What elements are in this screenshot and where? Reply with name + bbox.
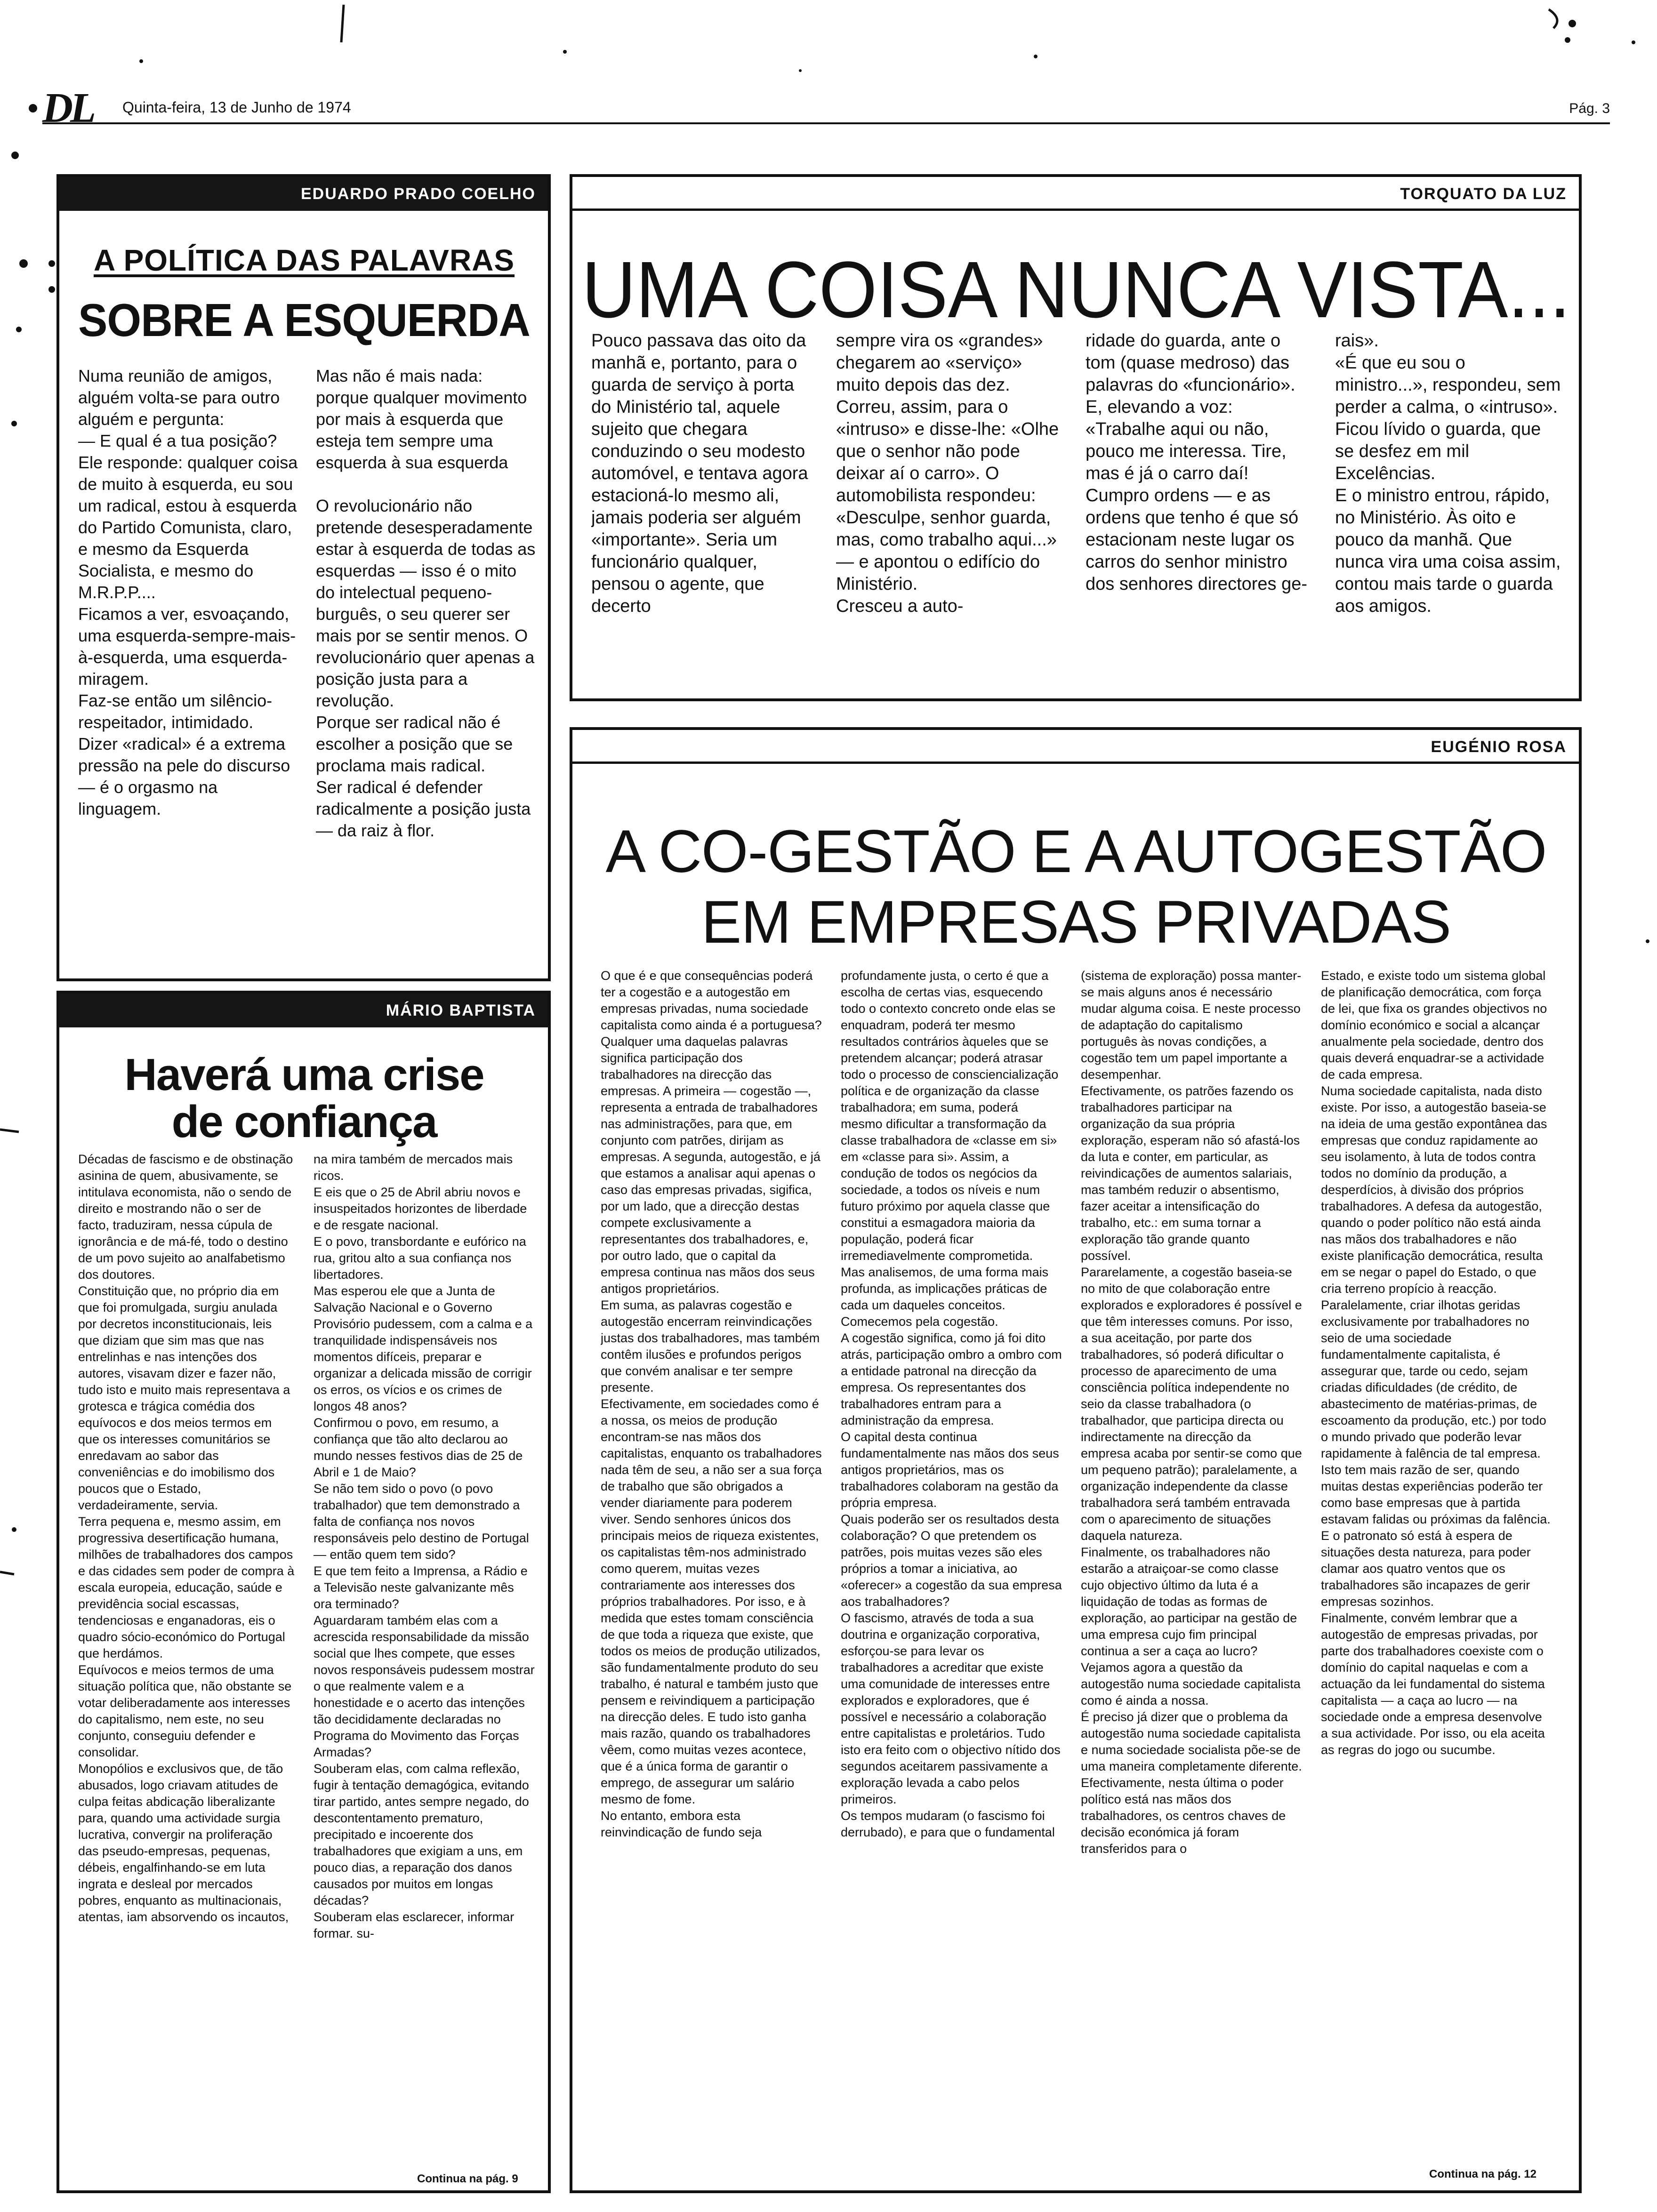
article-havera-uma-crise-de-confianca <box>56 991 551 2193</box>
article-column-1: Pouco passava das oito da manhã e, portanto, para o guarda de serviço à porta do Ministério tal, aquele sujeito que chegara conduzindo o seu modesto automóvel, e tentava agora estacioná-lo mesmo ali, jamais poderia ser alguém «importante». Seria um funcionário qualquer, pensou o agente, que decerto <box>591 331 808 616</box>
article-column-1: Décadas de fascismo e de obstinação asinina de quem, abusivamente, se intitulava economista, não o sendo de direito e mostrando não o ser de facto, traduziram, nessa cúpula de ignorância e de má-fé, todo o destino de um povo sujeito ao analfabetismo dos doutores. Constituição que, no próprio dia em que foi promulgada, surgiu anulada por decretos inconstitucionais, leis que diziam que sim mas que nas entrelinhas e nas intenções dos autores, visavam dizer e fazer não, tudo isto e muito mais representava a grotesca e trágica comédia dos equívocos e dos meios termos em que os interesses comunitários se enredavam ao sabor das conveniências e do imobilismo dos poucos que o Estado, verdadeiramente, servia. Terra pequena e, mesmo assim, em progressiva desertificação humana, milhões de trabalhadores dos campos e das cidades sem poder de compra à escala europeia, educação, saúde e previdência social escassas, tendenciosas e enganadoras, eis o quadro sócio-económico do Portugal que herdámos. Equívocos e meios termos de uma situação política que, não obstante se votar deliberadamente aos interesses do capitalismo, nem este, no seu conjunto, conseguiu defender e consolidar. Monopólios e exclusivos que, de tão abusados, logo criavam atitudes de culpa feitas abdicação liberalizante para, quando uma actividade surgia lucrativa, convergir na proliferação das pseudo-empresas, pequenas, débeis, engalfinhando-se em luta ingrata e desleal por mercados pobres, enquanto as multinacionais, atentas, iam absorvendo os incautos, <box>78 1152 295 1924</box>
article-title-line-1: A CO-GESTÃO E A AUTOGESTÃO <box>605 818 1547 885</box>
author-byline: EUGÉNIO ROSA <box>572 730 1579 764</box>
author-byline: TORQUATO DA LUZ <box>572 177 1579 211</box>
masthead <box>42 85 1610 131</box>
article-column-3: ridade do guarda, ante o tom (quase medroso) das palavras do «funcionário». E, elevando a voz: «Trabalhe aqui ou não, pouco me interessa. Tire, mas é já o carro daí! Cumpro ordens — e as ordens que tenho é que só estacionam neste lugar os carros do senhor ministro dos senhores directores ge- <box>1086 331 1308 594</box>
article-title-line-2: EM EMPRESAS PRIVADAS <box>701 889 1451 956</box>
article-title: UMA COISA NUNCA VISTA... <box>582 245 1570 335</box>
page-number: Pág. 3 <box>1569 101 1610 116</box>
article-column-3: (sistema de exploração) possa manter-se mais alguns anos é necessário mudar alguma coisa. E neste processo de adaptação do capitalismo português às novas condições, a cogestão tem um papel importante a desempenhar. Efectivamente, os patrões fazendo os trabalhadores participar na organização da sua própria exploração, esperam não só afastá-los da luta e conter, em particular, as reivindicações de aumentos salariais, mas também reduzir o absentismo, fazer aceitar a intensificação do trabalho, etc.: em suma tornar a exploração tão grande quanto possível. Pararelamente, a cogestão baseia-se no mito de que colaboração entre explorados e exploradores é possível e que têm interesses comuns. Por isso, a sua aceitação, por parte dos trabalhadores, só poderá dificultar o processo de aparecimento de uma consciência política independente no seio da classe trabalhadora (o trabalhador, que participa directa ou indirectamente na direcção da empresa acaba por sentir-se como que um pequeno patrão); paralelamente, a organização independente da classe trabalhadora será também entravada com o aparecimento de situações daquela natureza. Finalmente, os trabalhadores não estarão a atraiçoar-se como classe cujo objectivo último da luta é a liquidação de todas as formas de exploração, ao participar na gestão de uma empresa cujo fim principal continua a ser a caça ao lucro? Vejamos agora a questão da autogestão numa sociedade capitalista como é ainda a nossa. É preciso já dizer que o problema da autogestão numa sociedade capitalista e numa sociedade socialista põe-se de uma maneira completamente diferente. Efectivamente, nesta última o poder político está nas mãos dos trabalhadores, os centros chaves de decisão económica já foram transferidos para o <box>1081 969 1302 1856</box>
author-byline: MÁRIO BAPTISTA <box>59 994 548 1027</box>
article-column-1: Numa reunião de amigos, alguém volta-se para outro alguém e pergunta: — E qual é a tua posição? Ele responde: qualquer coisa de muito à esquerda, eu sou um radical, estou à esquerda do Partido Comunista, claro, e mesmo da Esquerda Socialista, e mesmo do M.R.P.P.... Ficamos a ver, esvoaçando, uma esquerda-sempre-mais-à-esquerda, uma esquerda-miragem. Faz-se então um silêncio-respeitador, intimidado. Dizer «radical» é a extrema pressão na pele do discurso — é o orgasmo na linguagem. <box>78 366 298 818</box>
article-column-1: O que é e que consequências poderá ter a cogestão e a autogestão em empresas privadas, numa sociedade capitalista como ainda é a portuguesa? Qualquer uma daquelas palavras significa participação dos trabalhadores na direcção das empresas. A primeira — cogestão —, representa a entrada de trabalhadores nas administrações, para que, em conjunto com patrões, dirijam as empresas. A segunda, autogestão, e já que estamos a analisar aqui apenas o caso das empresas privadas, sigifica, por um lado, que a direcção destas compete exclusivamente a representantes dos trabalhadores, e, por outro lado, que o capital da empresa continua nas mãos dos seus antigos proprietários. Em suma, as palavras cogestão e autogestão encerram reinvindicações justas dos trabalhadores, mas também contêm ilusões e profundos perigos que convém analisar e ter sempre presente. Efectivamente, em sociedades como é a nossa, os meios de produção encontram-se nas mãos dos capitalistas, enquanto os trabalhadores nada têm de seu, a não ser a sua força de trabalho que são obrigados a vender diariamente para poderem viver. Sendo senhores únicos dos principais meios de riqueza existentes, os capitalistas têm-nos administrado como querem, muitas vezes contrariamente aos interesses dos próprios trabalhadores. Por isso, e à medida que estes tomam consciência de que toda a riqueza que existe, que todos os meios de produção utilizados, são fundamentalmente produto do seu trabalho, é natural e também justo que pensem e reivindiquem a participação na direcção deles. E tudo isto ganha mais razão, quando os trabalhadores vêem, como muitas vezes acontece, que é a única forma de garantir o emprego, de assegurar um salário mesmo de fome. No entanto, embora esta reinvindicação de fundo seja <box>601 969 822 1839</box>
article-column-4: rais». «É que eu sou o ministro...», respondeu, sem perder a calma, o «intruso». Ficou lívido o guarda, que se desfez em mil Excelências. E o ministro entrou, rápido, no Ministério. Às oito e pouco da manhã. Que nunca vira uma coisa assim, contou mais tarde o guarda aos amigos. <box>1335 331 1561 616</box>
article-title-line-2: de confiança <box>171 1097 437 1147</box>
article-cogestao-autogestao <box>570 727 1582 2193</box>
article-column-2: na mira também de mercados mais ricos. E eis que o 25 de Abril abriu novos e insuspeitados horizontes de liberdade e de resgate nacional. E o povo, transbordante e eufórico na rua, gritou alto a sua confiança nos libertadores. Mas esperou ele que a Junta de Salvação Nacional e o Governo Provisório pudessem, com a calma e a tranquilidade indispensáveis nos momentos difíceis, preparar e organizar a delicada missão de corrigir os erros, os vícios e os crimes de longos 48 anos? Confirmou o povo, em resumo, a confiança que tão alto declarou ao mundo nesses festivos dias de 25 de Abril e 1 de Maio? Se não tem sido o povo (o povo trabalhador) que tem demonstrado a falta de confiança nos novos responsáveis pelo destino de Portugal — então quem tem sido? E que tem feito a Imprensa, a Rádio e a Televisão neste galvanizante mês ora terminado? Aguardaram também elas com a acrescida responsabilidade da missão social que lhes compete, que esses novos responsáveis pudessem mostrar o que realmente valem e a honestidade e o acerto das intenções tão decididamente declaradas no Programa do Movimento das Forças Armadas? Souberam elas, com calma reflexão, fugir à tentação demagógica, evitando tirar partido, antes sempre negado, do descontentamento prematuro, precipitado e incoerente dos trabalhadores que exigiam a uns, em pouco dias, a reparação dos danos causados por muitos em longas décadas? Souberam elas esclarecer, informar formar. su- <box>314 1152 535 1940</box>
article-uma-coisa-nunca-vista <box>570 174 1582 701</box>
newspaper-logo: DL <box>42 85 93 131</box>
article-column-4: Estado, e existe todo um sistema global de planificação democrática, com força de lei, que fixa os grandes objectivos no domínio económico e social a alcançar anualmente pela sociedade, dentro dos quais deverá enquadrar-se a actividade de cada empresa. Numa sociedade capitalista, nada disto existe. Por isso, a autogestão baseia-se na ideia de uma gestão expontânea das empresas que conduz rapidamente ao seu isolamento, à luta de todos contra todos no domínio da produção, a desperdícios, à divisão dos próprios trabalhadores. A defesa da autogestão, quando o poder político não está ainda nas mãos dos trabalhadores e não existe planificação democrática, resulta em se negar o papel do Estado, o que cria terreno propício à reacção. Paralelamente, criar ilhotas geridas exclusivamente por trabalhadores no seio de uma sociedade fundamentalmente capitalista, é assegurar que, tarde ou cedo, sejam criadas dificuldades (de crédito, de abastecimento de matérias-primas, de escoamento da produção, etc.) por todo o mundo privado que poderão levar rapidamente à falência de tal empresa. Isto tem mais razão de ser, quando muitas destas experiências poderão ter como base empresas que à partida estavam falidas ou próximas da falência. E o patronato só está à espera de situações desta natureza, para poder clamar aos quatro ventos que os trabalhadores são incapazes de gerir empresas sozinhos. Finalmente, convém lembrar que a autogestão de empresas privadas, por parte dos trabalhadores coexiste com o domínio do capital naquelas e com a actuação da lei fundamental do sistema capitalista — a caça ao lucro — na sociedade onde a empresa desenvolve a sua actividade. Por isso, ou ela aceita as regras do jogo ou sucumbe. <box>1321 969 1551 1757</box>
continued-on-page[interactable]: Continua na pág. 12 <box>1429 2168 1537 2180</box>
article-column-2: profundamente justa, o certo é que a escolha de certas vias, esquecendo todo o contexto concreto onde elas se enquadram, poderá ter mesmo resultados contrários àqueles que se pretendem alcançar; poderá atrasar todo o processo de consciencialização política e de organização da classe trabalhadora; em suma, poderá mesmo dificultar a transformação da classe trabalhadora de «classe em si» em «classe para si». Assim, a condução de todos os negócios da sociedade, a todos os níveis e num futuro próximo por aquela classe que constitui a esmagadora maioria da população, poderá ficar irremediavelmente comprometida. Mas analisemos, de uma forma mais profunda, as implicações práticas de cada um daqueles conceitos. Comecemos pela cogestão. A cogestão significa, como já foi dito atrás, participação ombro a ombro com a entidade patronal na direcção da empresa. Os representantes dos trabalhadores entram para a administração da empresa. O capital desta continua fundamentalmente nas mãos dos seus antigos proprietários, mas os trabalhadores colaboram na gestão da própria empresa. Quais poderão ser os resultados desta colaboração? O que pretendem os patrões, pois muitas vezes são eles próprios a tomar a iniciativa, ao «oferecer» a cogestão da sua empresa aos trabalhadores? O fascismo, através de toda a sua doutrina e organização corporativa, esforçou-se para levar os trabalhadores a acreditar que existe uma comunidade de interesses entre explorados e exploradores, que é possível e necessário a colaboração entre capitalistas e proletários. Tudo isto era feito com o objectivo nítido dos segundos aceitarem passivamente a exploração levada a cabo pelos primeiros. Os tempos mudaram (o fascismo foi derrubado), e para que o fundamental <box>841 969 1062 1839</box>
article-title: SOBRE A ESQUERDA <box>78 294 530 346</box>
article-column-2: sempre vira os «grandes» chegarem ao «serviço» muito depois das dez. Correu, assim, para o «intruso» e disse-lhe: «Olhe que o senhor não pode deixar aí o carro». O automobilista respondeu: «Desculpe, senhor guarda, mas, como trabalho aqui...» — e apontou o edifício do Ministério. Cresceu a auto- <box>836 331 1059 616</box>
article-column-2: Mas não é mais nada: porque qualquer movimento por mais à esquerda que esteja tem sempre uma esquerda à sua esquerda O revolucionário não pretende desesperadamente estar à esquerda de todas as esquerdas — isso é o mito do intelectual pequeno-burguês, o seu querer ser mais por se sentir menos. O revolucionário quer apenas a posição justa para a revolução. Porque ser radical não é escolher a posição que se proclama mais radical. Ser radical é defender radicalmente a posição justa — da raiz à flor. <box>316 366 536 840</box>
issue-date: Quinta-feira, 13 de Junho de 1974 <box>122 99 351 116</box>
author-byline: EDUARDO PRADO COELHO <box>59 177 548 211</box>
article-sobre-a-esquerda <box>56 174 551 981</box>
article-kicker: A POLÍTICA DAS PALAVRAS <box>93 243 515 277</box>
continued-on-page[interactable]: Continua na pág. 9 <box>417 2172 518 2185</box>
article-title-line-1: Haverá uma crise <box>124 1050 484 1100</box>
